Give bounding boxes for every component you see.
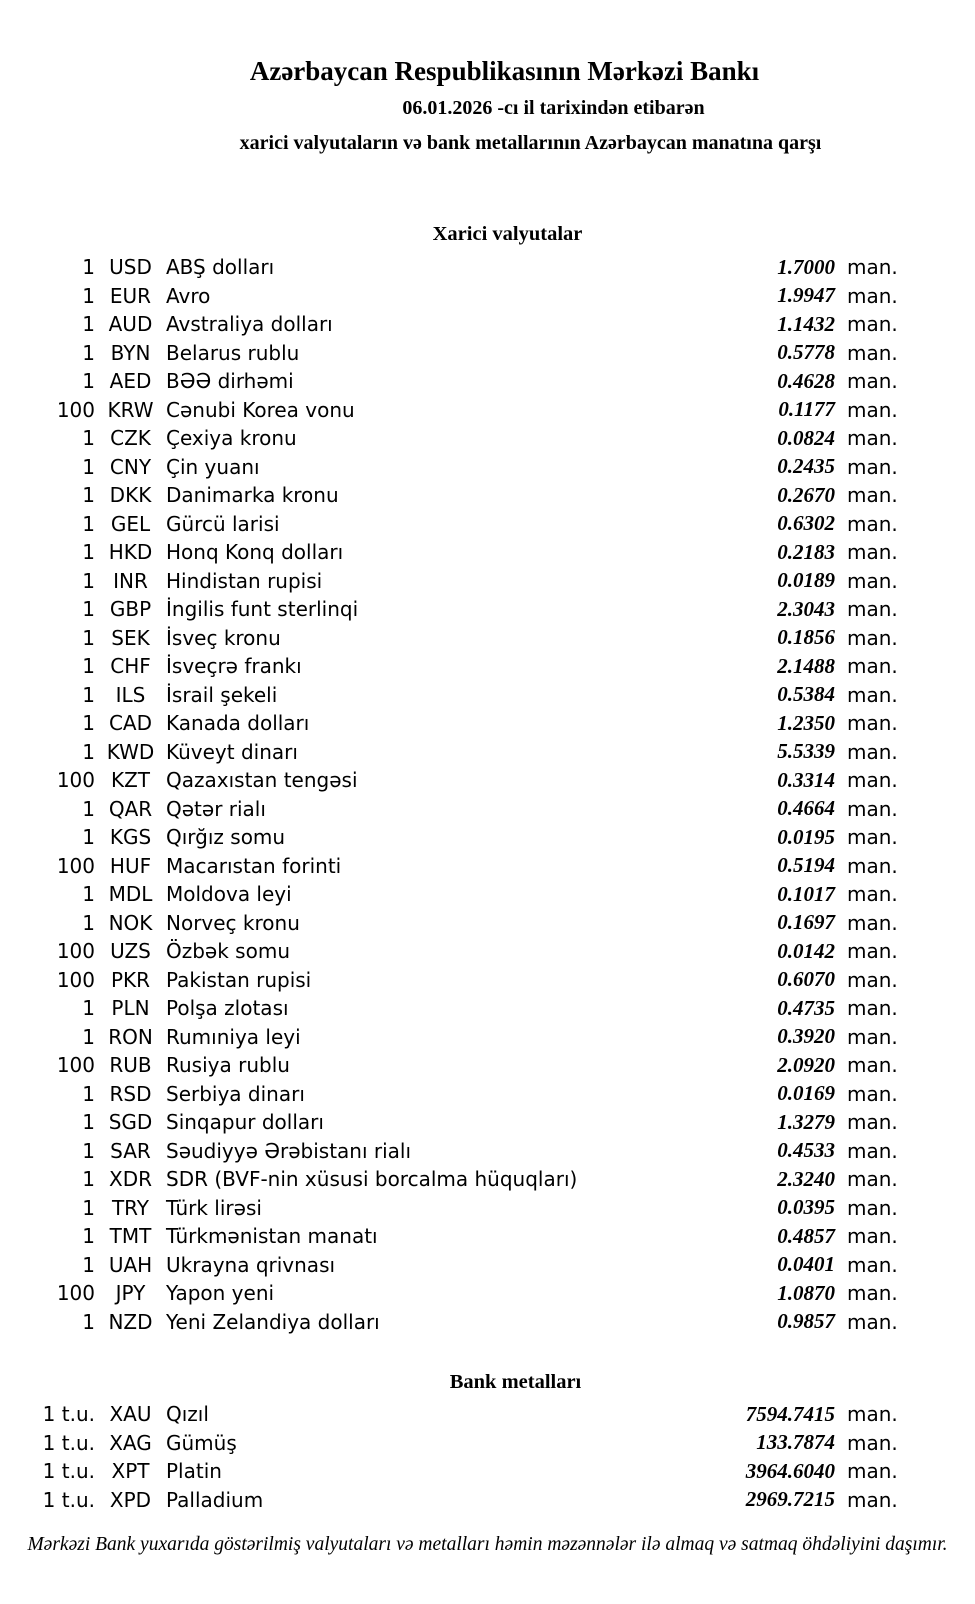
currency-code-cell: MDL <box>108 882 153 907</box>
currency-name-cell: Səudiyyə Ərəbistanı rialı <box>166 1138 412 1163</box>
page-subtitle: xarici valyutaların və bank metallarının Azərbaycan manatına qarşı <box>239 132 822 154</box>
amount-cell: 1 <box>82 1224 95 1249</box>
rate-cell: 0.1697 <box>777 910 835 935</box>
currency-row <box>0 966 912 995</box>
currency-name-cell: Danimarka kronu <box>166 483 339 508</box>
currency-row <box>0 510 912 539</box>
currency-row <box>0 823 912 852</box>
unit-cell: man. <box>847 426 898 451</box>
unit-cell: man. <box>847 369 898 394</box>
amount-cell: 1 <box>82 682 95 707</box>
unit-cell: man. <box>847 1138 898 1163</box>
currency-row <box>0 795 912 824</box>
metals-table <box>0 1400 912 1514</box>
currency-row <box>0 624 912 653</box>
currency-row <box>0 1279 912 1308</box>
currency-code-cell: SEK <box>111 625 150 650</box>
currency-row <box>0 481 912 510</box>
rate-cell: 0.0395 <box>777 1195 835 1220</box>
amount-cell: 1 <box>82 426 95 451</box>
rate-cell: 0.1017 <box>777 881 835 906</box>
metal-row <box>0 1457 912 1486</box>
currency-row <box>0 567 912 596</box>
section-heading-currencies: Xarici valyutalar <box>432 223 583 245</box>
unit-cell: man. <box>847 939 898 964</box>
amount-cell: 100 <box>56 1053 95 1078</box>
currency-row <box>0 994 912 1023</box>
currency-row <box>0 538 912 567</box>
unit-cell: man. <box>847 711 898 736</box>
amount-cell: 1 <box>82 1138 95 1163</box>
amount-cell: 1 <box>82 511 95 536</box>
currency-row <box>0 453 912 482</box>
currency-code-cell: UAH <box>108 1252 153 1277</box>
rate-cell: 0.4664 <box>777 796 835 821</box>
currency-name-cell: Macarıstan forinti <box>166 853 342 878</box>
currency-name-cell: Çexiya kronu <box>166 426 297 451</box>
currency-name-cell: Çin yuanı <box>166 454 260 479</box>
rate-cell: 0.0189 <box>777 568 835 593</box>
unit-cell: man. <box>847 1430 898 1455</box>
amount-cell: 100 <box>56 1281 95 1306</box>
rate-cell: 5.5339 <box>777 739 835 764</box>
metal-code-cell: XAU <box>109 1402 152 1427</box>
currency-code-cell: AED <box>109 369 152 394</box>
metal-row <box>0 1400 912 1429</box>
amount-cell: 1 <box>82 654 95 679</box>
currency-table <box>0 253 912 1336</box>
amount-cell: 1 <box>82 369 95 394</box>
currency-row <box>0 253 912 282</box>
amount-cell: 100 <box>56 768 95 793</box>
currency-name-cell: İsveçrə frankı <box>166 654 302 679</box>
amount-cell: 1 <box>82 1195 95 1220</box>
amount-cell: 1 <box>82 1309 95 1334</box>
unit-cell: man. <box>847 796 898 821</box>
currency-name-cell: Polşa zlotası <box>166 996 289 1021</box>
currency-name-cell: BƏƏ dirhəmi <box>166 369 294 394</box>
disclaimer-text: Mərkəzi Bank yuxarıda göstərilmiş valyutaları və metalları həmin məzənnələr ilə almaq və satmaq öhdəliyini daşımır. <box>27 1534 948 1555</box>
currency-code-cell: BYN <box>110 340 151 365</box>
rate-cell: 2.1488 <box>777 653 835 678</box>
currency-name-cell: Qətər rialı <box>166 796 266 821</box>
rate-cell: 2969.7215 <box>745 1487 835 1512</box>
unit-cell: man. <box>847 1167 898 1192</box>
currency-row <box>0 424 912 453</box>
currency-name-cell: Qırğız somu <box>166 825 286 850</box>
rate-cell: 0.2435 <box>777 454 835 479</box>
rate-cell: 2.0920 <box>777 1052 835 1077</box>
unit-cell: man. <box>847 597 898 622</box>
rate-cell: 2.3043 <box>777 596 835 621</box>
unit-cell: man. <box>847 511 898 536</box>
rate-cell: 7594.7415 <box>745 1401 835 1426</box>
currency-row <box>0 709 912 738</box>
rate-cell: 0.1177 <box>778 397 835 422</box>
currency-code-cell: SGD <box>108 1110 153 1135</box>
rate-cell: 0.4735 <box>777 995 835 1020</box>
amount-cell: 1 t.u. <box>42 1487 95 1512</box>
unit-cell: man. <box>847 996 898 1021</box>
currency-code-cell: XDR <box>109 1167 152 1192</box>
currency-row <box>0 1137 912 1166</box>
effective-date-line: 06.01.2026 -cı il tarixindən etibarən <box>402 97 705 119</box>
currency-code-cell: JPY <box>115 1281 146 1306</box>
currency-code-cell: KRW <box>107 397 154 422</box>
currency-row <box>0 1023 912 1052</box>
metal-code-cell: XPT <box>111 1459 150 1484</box>
currency-row <box>0 595 912 624</box>
currency-name-cell: İsveç kronu <box>166 625 281 650</box>
currency-row <box>0 1251 912 1280</box>
amount-cell: 1 <box>82 454 95 479</box>
currency-name-cell: Kanada dolları <box>166 711 310 736</box>
amount-cell: 1 <box>82 568 95 593</box>
currency-row <box>0 909 912 938</box>
currency-name-cell: Avro <box>166 283 211 308</box>
currency-row <box>0 1165 912 1194</box>
amount-cell: 1 t.u. <box>42 1402 95 1427</box>
unit-cell: man. <box>847 739 898 764</box>
currency-code-cell: TRY <box>111 1195 150 1220</box>
metal-code-cell: XAG <box>109 1430 152 1455</box>
amount-cell: 1 <box>82 1024 95 1049</box>
currency-code-cell: PKR <box>110 967 151 992</box>
metal-name-cell: Qızıl <box>166 1402 209 1427</box>
currency-name-cell: Serbiya dinarı <box>166 1081 305 1106</box>
amount-cell: 1 <box>82 625 95 650</box>
currency-row <box>0 1194 912 1223</box>
currency-code-cell: DKK <box>109 483 152 508</box>
metal-row <box>0 1429 912 1458</box>
unit-cell: man. <box>847 682 898 707</box>
rate-cell: 0.9857 <box>777 1309 835 1334</box>
currency-code-cell: INR <box>113 568 148 593</box>
amount-cell: 1 <box>82 312 95 337</box>
unit-cell: man. <box>847 1487 898 1512</box>
amount-cell: 1 <box>82 1167 95 1192</box>
amount-cell: 100 <box>56 967 95 992</box>
currency-name-cell: Norveç kronu <box>166 910 300 935</box>
currency-code-cell: RSD <box>109 1081 152 1106</box>
unit-cell: man. <box>847 1281 898 1306</box>
amount-cell: 100 <box>56 397 95 422</box>
amount-cell: 1 <box>82 483 95 508</box>
currency-row <box>0 1308 912 1337</box>
currency-row <box>0 310 912 339</box>
currency-code-cell: USD <box>109 255 152 280</box>
currency-row <box>0 367 912 396</box>
amount-cell: 1 <box>82 340 95 365</box>
currency-row <box>0 652 912 681</box>
rate-cell: 0.2670 <box>777 482 835 507</box>
rate-cell: 0.0824 <box>777 425 835 450</box>
amount-cell: 1 <box>82 910 95 935</box>
rate-cell: 0.1856 <box>777 625 835 650</box>
rate-cell: 0.5384 <box>777 682 835 707</box>
currency-code-cell: HUF <box>109 853 152 878</box>
unit-cell: man. <box>847 625 898 650</box>
unit-cell: man. <box>847 483 898 508</box>
rate-cell: 1.7000 <box>777 254 835 279</box>
amount-cell: 1 <box>82 825 95 850</box>
currency-code-cell: GEL <box>110 511 151 536</box>
unit-cell: man. <box>847 1459 898 1484</box>
metal-name-cell: Platin <box>166 1459 222 1484</box>
amount-cell: 1 <box>82 882 95 907</box>
rate-cell: 2.3240 <box>777 1166 835 1191</box>
currency-row <box>0 880 912 909</box>
currency-name-cell: Sinqapur dolları <box>166 1110 324 1135</box>
metal-name-cell: Palladium <box>166 1487 264 1512</box>
unit-cell: man. <box>847 1309 898 1334</box>
currency-code-cell: UZS <box>110 939 151 964</box>
currency-name-cell: Belarus rublu <box>166 340 300 365</box>
currency-code-cell: QAR <box>108 796 153 821</box>
currency-row <box>0 339 912 368</box>
unit-cell: man. <box>847 1252 898 1277</box>
currency-code-cell: KZT <box>110 768 151 793</box>
currency-name-cell: Küveyt dinarı <box>166 739 298 764</box>
rate-cell: 0.5194 <box>777 853 835 878</box>
rate-cell: 1.9947 <box>777 283 835 308</box>
currency-code-cell: HKD <box>108 540 153 565</box>
amount-cell: 1 <box>82 540 95 565</box>
unit-cell: man. <box>847 340 898 365</box>
metal-name-cell: Gümüş <box>166 1430 237 1455</box>
rate-cell: 0.6070 <box>777 967 835 992</box>
rate-cell: 0.5778 <box>777 340 835 365</box>
rate-cell: 1.0870 <box>777 1280 835 1305</box>
unit-cell: man. <box>847 312 898 337</box>
currency-name-cell: Honq Konq dolları <box>166 540 344 565</box>
rate-cell: 0.6302 <box>777 511 835 536</box>
currency-row <box>0 681 912 710</box>
currency-name-cell: Türk lirəsi <box>166 1195 262 1220</box>
currency-code-cell: EUR <box>109 283 152 308</box>
metal-code-cell: XPD <box>109 1487 152 1512</box>
rate-cell: 0.2183 <box>777 539 835 564</box>
currency-code-cell: NZD <box>108 1309 153 1334</box>
amount-cell: 100 <box>56 939 95 964</box>
currency-name-cell: Avstraliya dolları <box>166 312 333 337</box>
currency-name-cell: Hindistan rupisi <box>166 568 323 593</box>
currency-row <box>0 852 912 881</box>
currency-name-cell: Ukrayna qrivnası <box>166 1252 336 1277</box>
unit-cell: man. <box>847 882 898 907</box>
rate-cell: 0.0401 <box>777 1252 835 1277</box>
amount-cell: 1 <box>82 711 95 736</box>
amount-cell: 1 <box>82 1252 95 1277</box>
unit-cell: man. <box>847 825 898 850</box>
currency-name-cell: Özbək somu <box>166 939 290 964</box>
metal-row <box>0 1486 912 1515</box>
unit-cell: man. <box>847 910 898 935</box>
currency-code-cell: CAD <box>108 711 153 736</box>
currency-row <box>0 766 912 795</box>
currency-code-cell: NOK <box>108 910 153 935</box>
rate-cell: 0.4533 <box>777 1138 835 1163</box>
amount-cell: 1 <box>82 1110 95 1135</box>
rate-cell: 3964.6040 <box>745 1458 835 1483</box>
unit-cell: man. <box>847 853 898 878</box>
currency-code-cell: ILS <box>115 682 146 707</box>
currency-code-cell: GBP <box>109 597 152 622</box>
currency-code-cell: CNY <box>109 454 152 479</box>
currency-row <box>0 396 912 425</box>
currency-row <box>0 937 912 966</box>
currency-row <box>0 1108 912 1137</box>
unit-cell: man. <box>847 454 898 479</box>
unit-cell: man. <box>847 283 898 308</box>
currency-code-cell: RON <box>108 1024 153 1049</box>
currency-name-cell: Cənubi Korea vonu <box>166 397 355 422</box>
rate-cell: 1.2350 <box>777 710 835 735</box>
amount-cell: 1 <box>82 283 95 308</box>
currency-name-cell: Rumıniya leyi <box>166 1024 301 1049</box>
unit-cell: man. <box>847 967 898 992</box>
rate-cell: 0.3314 <box>777 767 835 792</box>
currency-code-cell: CZK <box>110 426 151 451</box>
rate-cell: 0.0195 <box>777 824 835 849</box>
amount-cell: 1 <box>82 996 95 1021</box>
unit-cell: man. <box>847 568 898 593</box>
unit-cell: man. <box>847 255 898 280</box>
amount-cell: 1 <box>82 1081 95 1106</box>
unit-cell: man. <box>847 1081 898 1106</box>
currency-name-cell: İsrail şekeli <box>166 682 278 707</box>
currency-name-cell: Moldova leyi <box>166 882 292 907</box>
currency-code-cell: AUD <box>108 312 153 337</box>
currency-code-cell: KWD <box>106 739 155 764</box>
currency-code-cell: SAR <box>110 1138 151 1163</box>
unit-cell: man. <box>847 654 898 679</box>
rate-cell: 0.4628 <box>777 368 835 393</box>
currency-name-cell: Türkmənistan manatı <box>166 1224 378 1249</box>
unit-cell: man. <box>847 1110 898 1135</box>
rate-cell: 1.3279 <box>777 1109 835 1134</box>
currency-row <box>0 1051 912 1080</box>
currency-name-cell: ABŞ dolları <box>166 255 275 280</box>
currency-row <box>0 1080 912 1109</box>
currency-name-cell: Pakistan rupisi <box>166 967 312 992</box>
currency-row <box>0 738 912 767</box>
rate-cell: 0.0142 <box>777 938 835 963</box>
currency-code-cell: TMT <box>109 1224 152 1249</box>
unit-cell: man. <box>847 397 898 422</box>
unit-cell: man. <box>847 1024 898 1049</box>
currency-name-cell: SDR (BVF-nin xüsusi borcalma hüquqları) <box>166 1167 578 1192</box>
amount-cell: 1 <box>82 739 95 764</box>
unit-cell: man. <box>847 1224 898 1249</box>
unit-cell: man. <box>847 1053 898 1078</box>
unit-cell: man. <box>847 540 898 565</box>
currency-name-cell: Gürcü larisi <box>166 511 280 536</box>
currency-name-cell: Rusiya rublu <box>166 1053 290 1078</box>
rate-cell: 0.0169 <box>777 1081 835 1106</box>
currency-code-cell: RUB <box>109 1053 152 1078</box>
rate-cell: 0.4857 <box>777 1223 835 1248</box>
amount-cell: 1 <box>82 255 95 280</box>
unit-cell: man. <box>847 1402 898 1427</box>
unit-cell: man. <box>847 1195 898 1220</box>
amount-cell: 1 <box>82 597 95 622</box>
page-title: Azərbaycan Respublikasının Mərkəzi Bankı <box>249 56 760 86</box>
currency-row <box>0 1222 912 1251</box>
amount-cell: 1 t.u. <box>42 1459 95 1484</box>
currency-name-cell: Yeni Zelandiya dolları <box>166 1309 380 1334</box>
section-heading-metals: Bank metalları <box>449 1371 582 1393</box>
rate-cell: 0.3920 <box>777 1024 835 1049</box>
unit-cell: man. <box>847 768 898 793</box>
currency-row <box>0 282 912 311</box>
currency-name-cell: Yapon yeni <box>166 1281 275 1306</box>
amount-cell: 100 <box>56 853 95 878</box>
currency-name-cell: İngilis funt sterlinqi <box>166 597 359 622</box>
currency-code-cell: PLN <box>111 996 150 1021</box>
currency-name-cell: Qazaxıstan tengəsi <box>166 768 358 793</box>
amount-cell: 1 t.u. <box>42 1430 95 1455</box>
currency-code-cell: CHF <box>110 654 151 679</box>
amount-cell: 1 <box>82 796 95 821</box>
currency-code-cell: KGS <box>109 825 152 850</box>
rate-cell: 1.1432 <box>777 311 835 336</box>
rate-cell: 133.7874 <box>756 1430 835 1455</box>
